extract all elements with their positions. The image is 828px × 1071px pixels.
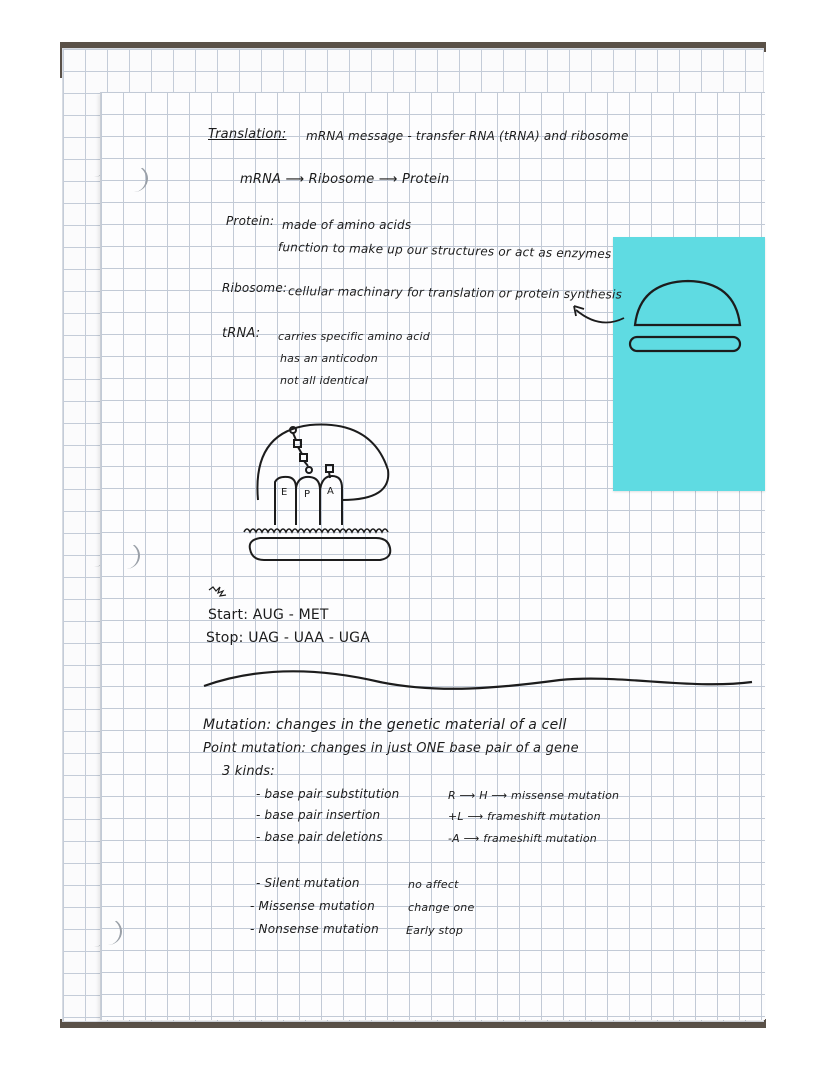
nonsense-mutation: - Nonsense mutation	[250, 922, 379, 936]
p-site-label: P	[304, 489, 311, 500]
kind-substitution: - base pair substitution	[256, 787, 400, 801]
protein-label: Protein:	[226, 214, 275, 228]
kind-deletions: - base pair deletions	[256, 830, 383, 844]
missense-mutation: - Missense mutation	[250, 899, 375, 913]
stop-codons: Stop: UAG - UAA - UGA	[206, 630, 370, 646]
ribosome-label: Ribosome:	[222, 281, 288, 295]
kinds-label: 3 kinds:	[222, 764, 275, 779]
scribble-mark-icon	[209, 587, 226, 596]
a-site-label: A	[327, 486, 335, 497]
ribosome-definition: cellular machinary for translation or protein synthesis	[287, 284, 623, 302]
effect-insertion: +L ⟶ frameshift mutation	[448, 810, 601, 823]
missense-result: change one	[408, 901, 475, 914]
sticky-ribosome-sketch-icon	[630, 281, 740, 351]
e-site-slot	[275, 477, 296, 525]
p-site-slot	[296, 477, 320, 525]
wavy-divider	[204, 671, 752, 689]
pointer-arrow-icon	[574, 306, 624, 323]
mutation-definition: Mutation: changes in the genetic material of a cell	[203, 717, 567, 733]
a-site-slot	[320, 476, 342, 525]
translation-heading: Translation:	[208, 127, 287, 142]
trna-line-3: not all identical	[280, 374, 369, 387]
nonsense-result: Early stop	[406, 924, 464, 937]
effect-substitution: R ⟶ H ⟶ missense mutation	[448, 789, 620, 802]
point-mutation-definition: Point mutation: changes in just ONE base pair of a gene	[203, 741, 579, 756]
small-subunit-outline	[250, 538, 391, 560]
silent-mutation: - Silent mutation	[256, 876, 360, 890]
e-site-label: E	[281, 487, 288, 498]
silent-result: no affect	[408, 878, 459, 891]
start-codon: Start: AUG - MET	[208, 607, 329, 623]
trna-label: tRNA:	[222, 326, 261, 341]
translation-definition: mRNA message - transfer RNA (tRNA) and ribosome	[306, 129, 629, 143]
protein-line-2: function to make up our structures or act as enzymes	[277, 240, 612, 261]
kind-insertion: - base pair insertion	[256, 808, 381, 822]
mrna-strand	[244, 529, 388, 532]
translation-flow: mRNA ⟶ Ribosome ⟶ Protein	[240, 172, 450, 187]
trna-line-1: carries specific amino acid	[278, 330, 430, 343]
large-subunit-outline	[257, 425, 388, 500]
ribosome-diagram	[244, 425, 390, 560]
effect-deletion: -A ⟶ frameshift mutation	[448, 832, 597, 845]
protein-line-1: made of amino acids	[282, 218, 412, 232]
trna-line-2: has an anticodon	[280, 352, 378, 365]
